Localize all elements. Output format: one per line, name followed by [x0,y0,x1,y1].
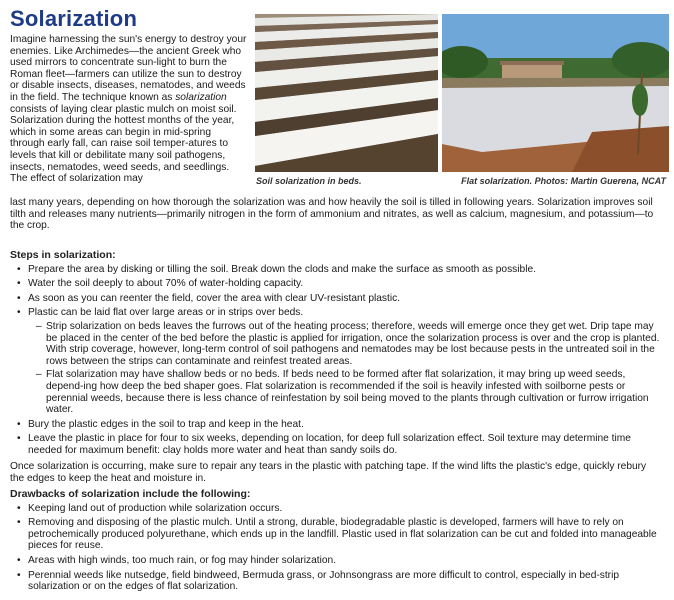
photo-bed-solarization [255,14,438,172]
drawback-item: • Perennial weeds like nutsedge, field bindweed, Bermuda grass, or Johnsongrass are more difficult to control, especially in bed-strip solarization or on the edges of flat solarization. [10,570,665,593]
step-item: • Prepare the area by disking or tilling the soil. Break down the clods and make the surface as smooth as possible. [10,264,665,276]
drawback-item: • Removing and disposing of the plastic mulch. Until a strong, durable, biodegradable plastic is developed, farmers will have to rely on petrochemically produced polyurethane, which ends up in the landfill. Plastic used in flat solarization can be cut and folded into manageable pieces for reuse. [10,517,665,552]
step-item: • As soon as you can reenter the field, cover the area with clear UV-resistant plastic. [10,293,665,305]
step-subitem: – Strip solarization on beds leaves the furrows out of the heating process; therefore, weeds will emerge once they get wet. Drip tape may be placed in the center of the bed before the plastic is applied for irrigation, once the solarization process is over and the crop is planted. With strip coverage, however, long-term control of soil pathogens and nematodes may be lost because pests in the untreated soil in the rows between the strips can contaminate and reinfest treated areas. [28,321,665,367]
step-sublist [28,321,665,416]
step-item: • Bury the plastic edges in the soil to trap and keep in the heat. [10,419,665,431]
step-item-text: Plastic can be laid flat over large areas or in strips over beds. [28,307,304,319]
caption-flat: Flat solarization. Photos: Martin Guerena, NCAT [461,176,666,186]
intro-paragraph [10,34,248,185]
repair-paragraph: Once solarization is occurring, make sure to repair any tears in the plastic with patching tape. If the wind lifts the plastic's edge, quickly rebury the edges to keep the heat and moisture in. [10,461,647,484]
step-item [10,307,665,415]
drawback-item: • Areas with high winds, too much rain, or fog may hinder solarization. [10,555,665,567]
steps-section [10,250,665,460]
intro-continued: last many years, depending on how thorough the solarization was and how heavily the soil is tilled in following years. Solarization improves soil tilth and releases many nutrients—primarily nitrogen in the form of ammonium and nitrates, as well as calcium, magnesium, and potassium—to the crop. [10,197,654,232]
drawbacks-heading: Drawbacks of solarization include the following: [10,488,251,500]
caption-beds: Soil solarization in beds. [256,176,362,186]
page-title: Solarization [10,6,138,31]
step-item: • Water the soil deeply to about 70% of water-holding capacity. [10,278,665,290]
steps-list [10,264,665,457]
intro-text-end: consists of laying clear plastic mulch on moist soil. Solarization during the hottest months of the year, which in some areas can begin in mid-spring through early fall, can raise soil temper-atures to levels that kill or debilitate many soil pathogens, insects, nematodes, weed seeds, and seedlings. The effect of solarization may [10,103,237,185]
drawback-item: • Keeping land out of production while solarization occurs. [10,503,665,515]
photo-flat-solarization [442,14,669,172]
step-item: • Leave the plastic in place for four to six weeks, depending on location, for deep full solarization effect. Soil texture may determine time needed for maximum benefit: clay holds more water and heat than sandy soils do. [10,433,665,456]
intro-term: solarization [175,91,227,103]
steps-heading: Steps in solarization: [10,249,116,261]
drawbacks-section [10,489,665,596]
step-subitem: – Flat solarization may have shallow beds or no beds. If beds need to be formed after flat solarization, it may bring up weed seeds, depend-ing how deep the bed shaper goes. Flat solarization is recommended if the soil is heavily infested with soilborne pests or perennial weeds, because there is less chance of reinfestation by soil being moved to the plants through cultivation or furrow irrigation water. [28,369,665,415]
intro-text-start: Imagine harnessing the sun's energy to destroy your enemies. Like Archimedes—the ancient Greek who used mirrors to concentrate sun-light to burn the Roman fleet—farmers can utilize the sun to destroy or disable insects, diseases, nematodes, and weeds in the field. The technique known as [10,34,247,103]
drawbacks-list [10,503,665,593]
